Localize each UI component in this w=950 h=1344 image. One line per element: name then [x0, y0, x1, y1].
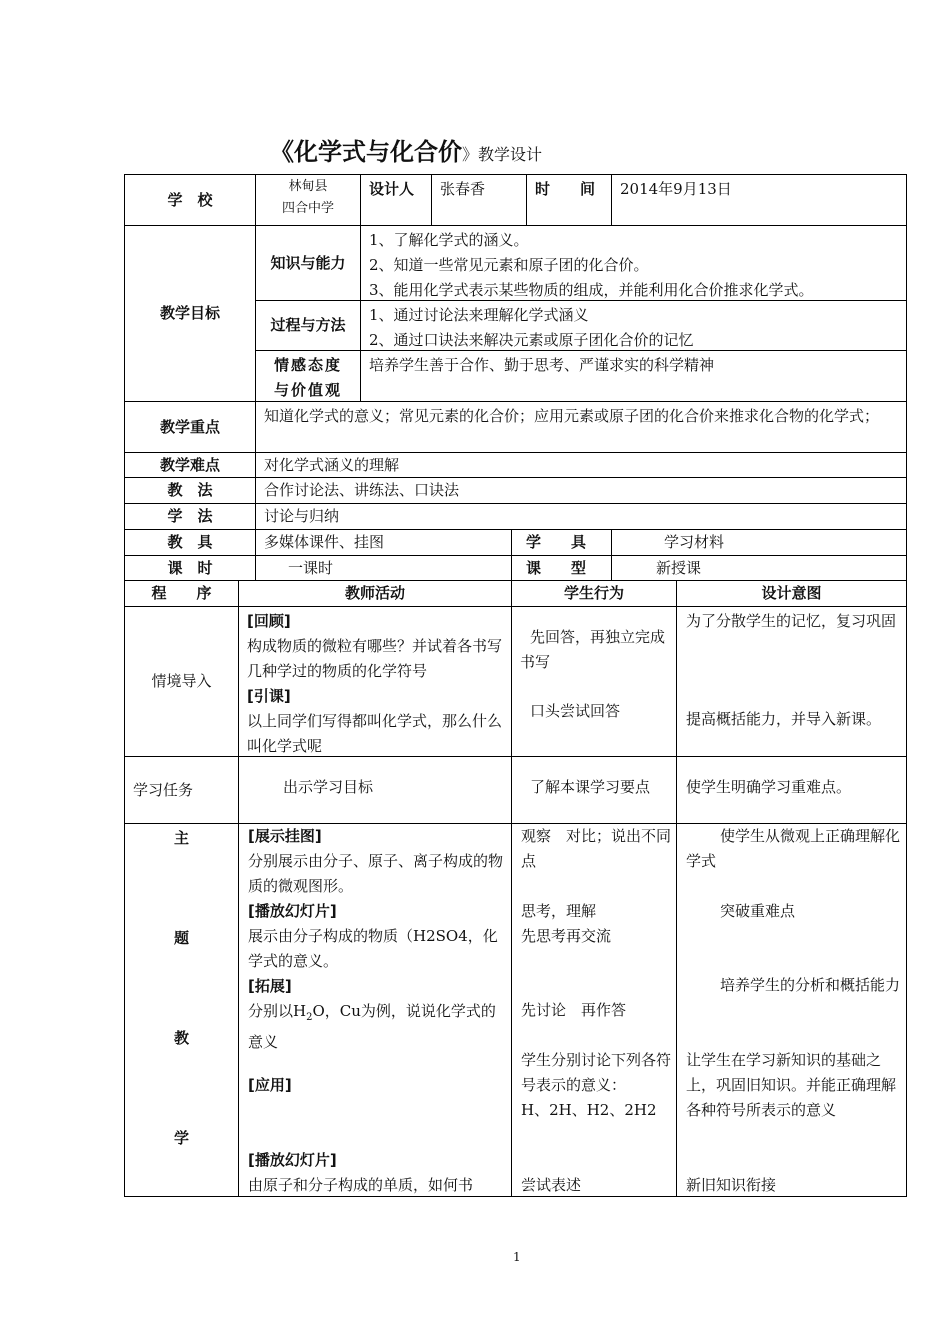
main-label-char: 学 [174, 1129, 190, 1147]
process-item: 2、通过口诀法来解决元素或原子团化合价的记忆 [369, 331, 694, 349]
main-intent [676, 823, 907, 1197]
intro-intent-1: 为了分散学生的记忆，复习巩固 [686, 612, 897, 630]
intro-student-2: 口头尝试回答 [530, 702, 621, 720]
school-value-line-2: 四合中学 [281, 201, 334, 216]
intro-intent-2: 提高概括能力，并导入新课。 [686, 710, 882, 728]
period-value: 一课时 [255, 555, 512, 581]
intro-teacher-head-2: [引课] [247, 687, 291, 705]
main-intent-4: 让学生在学习新知识的基础之上，巩固旧知识。并能正确理解各种符号所表示的意义 [686, 1051, 897, 1119]
main-teacher-body-3-sub: 2 [306, 1012, 313, 1023]
main-student-5: 尝试表述 [521, 1176, 582, 1194]
main-teacher-body-2: 展示由分子构成的物质（H2SO4，化学式的意义。 [248, 927, 498, 970]
main-teacher-head-5: [播放幻灯片] [248, 1151, 337, 1169]
main-teacher-body-3 [248, 999, 505, 1055]
knowledge-item: 1、了解化学式的涵义。 [369, 231, 529, 249]
learning-tools-label: 学 具 [511, 529, 612, 556]
difficulty-label: 教学难点 [124, 452, 256, 478]
main-student-2b: 先思考再交流 [521, 927, 612, 945]
emotion-label [255, 350, 361, 402]
main-student-4: 学生分别讨论下列各符号表示的意义： [521, 1051, 672, 1094]
process-label: 过程与方法 [255, 300, 361, 351]
intro-label: 情境导入 [124, 606, 239, 757]
task-student-text: 了解本课学习要点 [530, 778, 651, 796]
task-student [511, 756, 677, 824]
emotion-label-line-2: 与价值观 [273, 381, 342, 399]
main-label-char: 题 [174, 929, 190, 947]
intro-student-1: 先回答，再独立完成书写 [520, 628, 666, 671]
teach-method-label: 教 法 [124, 477, 256, 504]
main-student-2a: 思考，理解 [521, 902, 597, 920]
column-intent: 设计意图 [676, 580, 907, 607]
key-point-label: 教学重点 [124, 401, 256, 453]
main-teacher-head-3: [拓展] [248, 977, 292, 995]
process-item: 1、通过讨论法来理解化学式涵义 [369, 306, 589, 324]
intro-teacher [238, 606, 512, 757]
knowledge-item: 2、知道一些常见元素和原子团的化合价。 [369, 256, 649, 274]
main-student [511, 823, 677, 1197]
task-label-text: 学习任务 [133, 781, 194, 799]
main-student-3: 先讨论 再作答 [521, 1001, 627, 1019]
column-teacher: 教师活动 [238, 580, 512, 607]
period-label: 课 时 [124, 555, 256, 581]
main-teacher [238, 823, 512, 1197]
main-teacher-head-2: [播放幻灯片] [248, 902, 337, 920]
main-intent-3: 培养学生的分析和概括能力 [720, 976, 901, 994]
main-teacher-body-5: 由原子和分子构成的单质，如何书 [248, 1176, 474, 1194]
school-label: 学 校 [124, 174, 256, 226]
main-intent-1: 使学生从微观上正确理解化学式 [686, 827, 901, 870]
main-intent-5: 新旧知识衔接 [686, 1176, 777, 1194]
main-teacher-body-3a: 分别以H [248, 1002, 307, 1020]
process-content [360, 300, 907, 351]
lesson-type-label: 课 型 [511, 555, 612, 581]
tools-value: 多媒体课件、挂图 [255, 529, 512, 556]
task-teacher-text: 出示学习目标 [283, 778, 374, 796]
column-student: 学生行为 [511, 580, 677, 607]
intro-student [511, 606, 677, 757]
intro-teacher-body-2: 以上同学们写得都叫化学式，那么什么叫化学式呢 [247, 712, 503, 755]
main-label [124, 823, 239, 1197]
intro-teacher-head-1: [回顾] [247, 612, 291, 630]
task-teacher [238, 756, 512, 824]
designer-label: 设计人 [360, 174, 432, 226]
emotion-label-line-1: 情感态度 [273, 356, 342, 374]
tools-label: 教 具 [124, 529, 256, 556]
school-value-line-1: 林甸县 [288, 179, 328, 194]
column-procedure: 程 序 [124, 580, 239, 607]
title-suffix: 》教学设计 [462, 145, 543, 164]
lesson-type-value: 新授课 [611, 555, 907, 581]
main-label-char: 教 [174, 1029, 190, 1047]
designer-value: 张春香 [431, 174, 527, 226]
task-intent [676, 756, 907, 824]
main-teacher-head-1: [展示挂图] [248, 827, 322, 845]
learning-tools-value: 学习材料 [611, 529, 907, 556]
document-title [270, 132, 542, 167]
title-main: 《化学式与化合价 [270, 137, 462, 166]
task-intent-text: 使学生明确学习重难点。 [686, 778, 852, 796]
learn-method-value: 讨论与归纳 [255, 503, 907, 530]
knowledge-label: 知识与能力 [255, 225, 361, 301]
goals-label: 教学目标 [124, 225, 256, 402]
task-label [124, 756, 239, 824]
school-value [255, 174, 361, 226]
difficulty-value: 对化学式涵义的理解 [255, 452, 907, 478]
main-teacher-body-3b: O，Cu为例，说说化学式的意义 [248, 1002, 496, 1051]
time-value: 2014年9月13日 [611, 174, 907, 226]
emotion-content: 培养学生善于合作、勤于思考、严谨求实的科学精神 [360, 350, 907, 402]
page-number: 1 [513, 1250, 521, 1264]
main-student-4-symbols: H、2H、H2、2H2 [521, 1101, 657, 1119]
teach-method-value: 合作讨论法、讲练法、口诀法 [255, 477, 907, 504]
intro-teacher-body-1: 构成物质的微粒有哪些？并试着各书写几种学过的物质的化学符号 [247, 637, 503, 680]
time-label: 时 间 [526, 174, 612, 226]
main-label-char: 主 [174, 829, 190, 847]
main-teacher-head-4: [应用] [248, 1076, 292, 1094]
main-student-1: 观察 对比；说出不同点 [521, 827, 672, 870]
main-intent-2: 突破重难点 [720, 902, 796, 920]
main-teacher-body-1: 分别展示由分子、原子、离子构成的物质的微观图形。 [248, 852, 504, 895]
key-point-value: 知道化学式的意义；常见元素的化合价；应用元素或原子团的化合价来推求化合物的化学式； [255, 401, 907, 453]
knowledge-content [360, 225, 907, 301]
intro-intent [676, 606, 907, 757]
knowledge-item: 3、能用化学式表示某些物质的组成，并能利用化合价推求化学式。 [369, 281, 814, 299]
learn-method-label: 学 法 [124, 503, 256, 530]
